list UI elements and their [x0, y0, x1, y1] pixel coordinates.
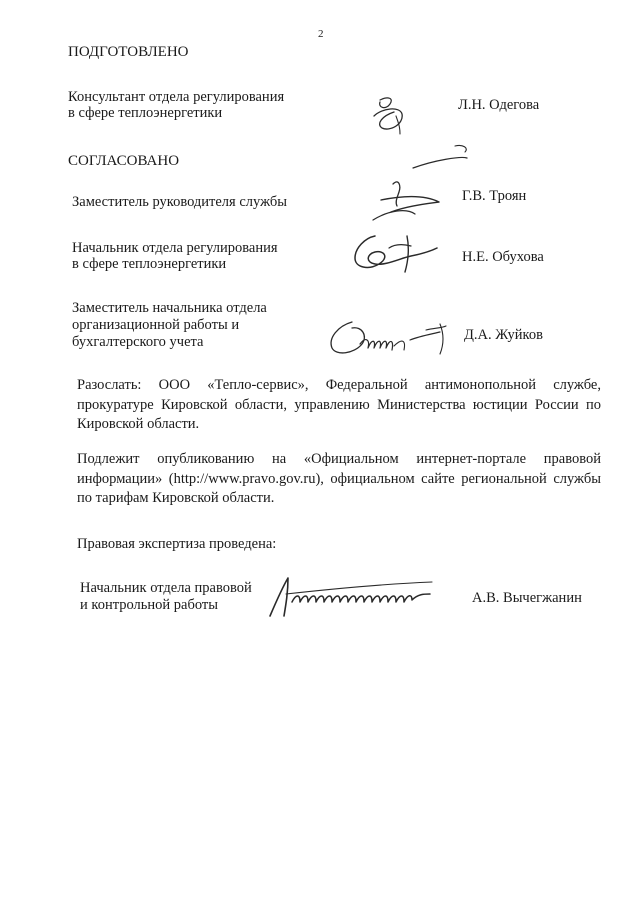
legal-review-statement: Правовая экспертиза проведена:	[77, 536, 277, 552]
agreed-signatory-3-title-line1: Заместитель начальника отдела	[72, 300, 267, 316]
signature-vychegzhanin	[262, 572, 442, 620]
legal-review-name: А.В. Вычегжанин	[472, 590, 582, 606]
legal-review-title-line2: и контрольной работы	[80, 597, 218, 613]
signature-zhuikov	[322, 310, 457, 362]
agreed-signatory-3-title-line3: бухгалтерского учета	[72, 334, 204, 350]
prepared-title-line1: Консультант отдела регулирования	[68, 89, 285, 105]
agreed-heading: СОГЛАСОВАНО	[68, 153, 180, 169]
agreed-signatory-3-title-line2: организационной работы и	[72, 317, 240, 333]
agreed-signatory-2-title-line1: Начальник отдела регулирования	[72, 240, 278, 256]
agreed-signatory-2-title-line2: в сфере теплоэнергетики	[72, 256, 227, 272]
prepared-title-line2: в сфере теплоэнергетики	[68, 105, 223, 121]
legal-review-title-line1: Начальник отдела правовой	[80, 580, 252, 596]
agreed-signatory-1-name: Г.В. Троян	[462, 188, 527, 204]
signature-obukhova	[345, 228, 445, 278]
agreed-signatory-2-name: Н.Е. Обухова	[462, 249, 544, 265]
prepared-name: Л.Н. Одегова	[458, 97, 540, 113]
signature-odegova	[360, 90, 420, 138]
publication-paragraph: Подлежит опубликованию на «Официальном интернет-портале правовой информации» (http://www.pravo.gov.ru), официальном сайте региональной службы по тарифам Кировской области.	[77, 451, 601, 506]
agreed-signatory-3-name: Д.А. Жуйков	[464, 327, 543, 343]
page-number: 2	[318, 28, 324, 40]
distribution-paragraph: Разослать: ООО «Тепло-сервис», Федеральной антимонопольной службе, прокуратуре Кировской области, управлению Министерства юстиции России по Кировской области.	[77, 377, 601, 432]
prepared-heading: ПОДГОТОВЛЕНО	[68, 44, 189, 60]
agreed-signatory-1-title-line1: Заместитель руководителя службы	[72, 194, 288, 210]
